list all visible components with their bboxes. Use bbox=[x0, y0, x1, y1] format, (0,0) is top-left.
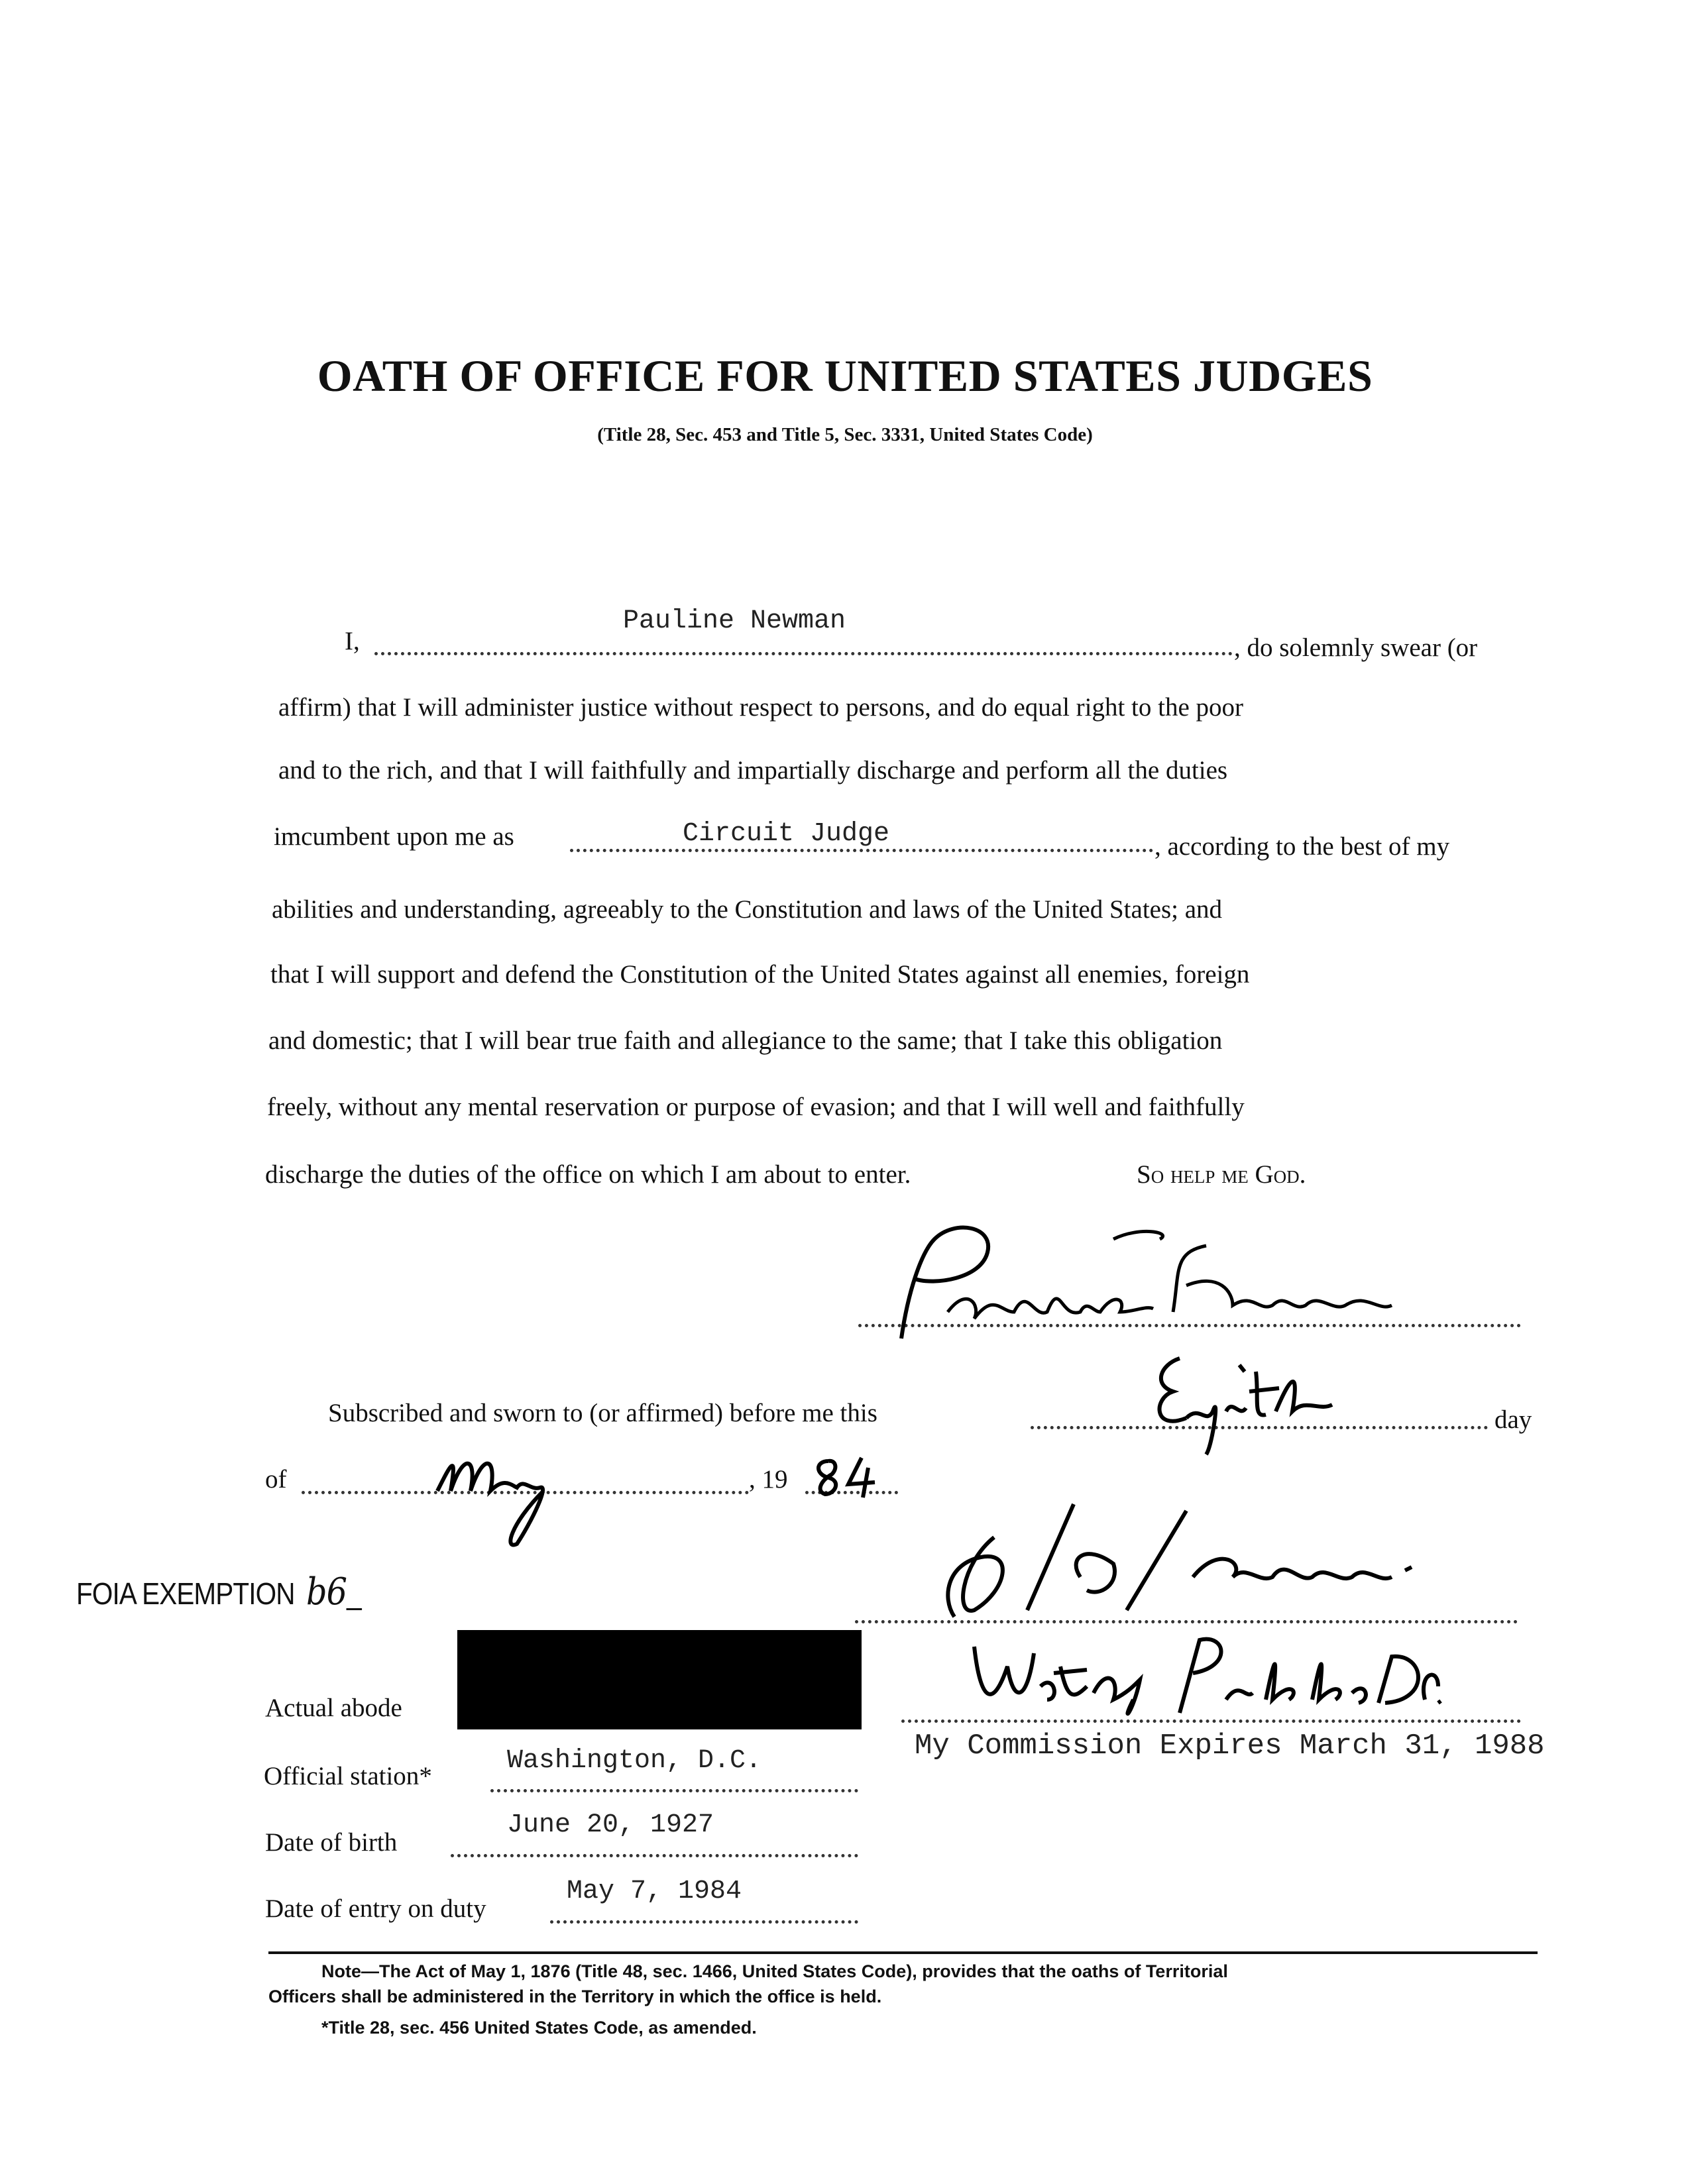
judge-position: Circuit Judge bbox=[683, 819, 890, 849]
oath-line2: affirm) that I will administer justice without respect to persons, and do equal right to the poor bbox=[278, 693, 1244, 722]
date-of-birth-value: June 20, 1927 bbox=[507, 1810, 714, 1840]
footer-footnote: *Title 28, sec. 456 United States Code, as amended. bbox=[321, 2018, 757, 2038]
jurat-lead: Subscribed and sworn to (or affirmed) before me this bbox=[328, 1399, 877, 1427]
judge-signature bbox=[862, 1213, 1405, 1348]
jurat-year-prefix: , 19 bbox=[749, 1465, 788, 1494]
footer-note-line1: Note—The Act of May 1, 1876 (Title 48, sec. 1466, United States Code), provides that the oaths of Territorial bbox=[321, 1961, 1228, 1981]
jurat-of-label: of bbox=[265, 1465, 287, 1494]
foia-code: b6 bbox=[306, 1570, 347, 1613]
redaction-block bbox=[457, 1630, 862, 1729]
oath-line4-end: , according to the best of my bbox=[1155, 832, 1450, 861]
footer-rule bbox=[268, 1951, 1538, 1954]
oath-line8: freely, without any mental reservation or purpose of evasion; and that I will well and faithfully bbox=[267, 1093, 1245, 1121]
notary-signature bbox=[915, 1484, 1465, 1633]
official-station-label-text: Official station bbox=[264, 1762, 420, 1790]
notary-commission-stamp: My Commission Expires March 31, 1988 bbox=[915, 1729, 1545, 1763]
oath-line6: that I will support and defend the Constitution of the United States against all enemies, foreign bbox=[270, 960, 1250, 989]
oath-line1-end: , do solemnly swear (or bbox=[1234, 633, 1478, 662]
official-station-label bbox=[264, 1761, 432, 1791]
oath-lead: I, bbox=[345, 627, 360, 655]
judge-name: Pauline Newman bbox=[623, 606, 846, 636]
footnote-marker: * bbox=[419, 1762, 432, 1790]
oath-line5: abilities and understanding, agreeably to the Constitution and laws of the United States; and bbox=[272, 895, 1223, 924]
entry-on-duty-label: Date of entry on duty bbox=[265, 1894, 486, 1923]
official-station-value: Washington, D.C. bbox=[507, 1746, 762, 1776]
year-handwriting bbox=[809, 1454, 888, 1504]
jurat-day-suffix: day bbox=[1494, 1405, 1532, 1434]
oath-line7: and domestic; that I will bear true faith and allegiance to the same; that I take this obligation bbox=[268, 1026, 1223, 1055]
date-of-birth-label: Date of birth bbox=[265, 1828, 398, 1857]
footer-note-line2: Officers shall be administered in the Territory in which the office is held. bbox=[268, 1987, 882, 2006]
entry-on-duty-value: May 7, 1984 bbox=[567, 1877, 742, 1906]
entry-on-duty-line bbox=[550, 1920, 858, 1924]
oath-line3: and to the rich, and that I will faithfully and impartially discharge and perform all the duties bbox=[278, 756, 1228, 785]
official-station-line bbox=[490, 1789, 858, 1792]
month-handwriting bbox=[424, 1425, 570, 1554]
foia-label-text: FOIA EXEMPTION bbox=[76, 1576, 295, 1611]
notary-title-handwriting bbox=[961, 1627, 1438, 1729]
oath-line4-start: imcumbent upon me as bbox=[274, 822, 514, 851]
document-title: OATH OF OFFICE FOR UNITED STATES JUDGES bbox=[317, 351, 1373, 401]
actual-abode-label: Actual abode bbox=[265, 1694, 402, 1722]
foia-exemption-label: FOIA EXEMPTION b6_ bbox=[76, 1570, 361, 1613]
oath-closing: So help me God. bbox=[1137, 1160, 1306, 1189]
oath-line9: discharge the duties of the office on which I am about to enter. bbox=[265, 1160, 911, 1189]
date-of-birth-line bbox=[451, 1854, 858, 1857]
position-fill-line bbox=[570, 849, 1153, 852]
day-handwriting bbox=[1140, 1345, 1352, 1461]
name-fill-line bbox=[374, 652, 1233, 655]
document-subtitle: (Title 28, Sec. 453 and Title 5, Sec. 3331, United States Code) bbox=[597, 424, 1093, 445]
